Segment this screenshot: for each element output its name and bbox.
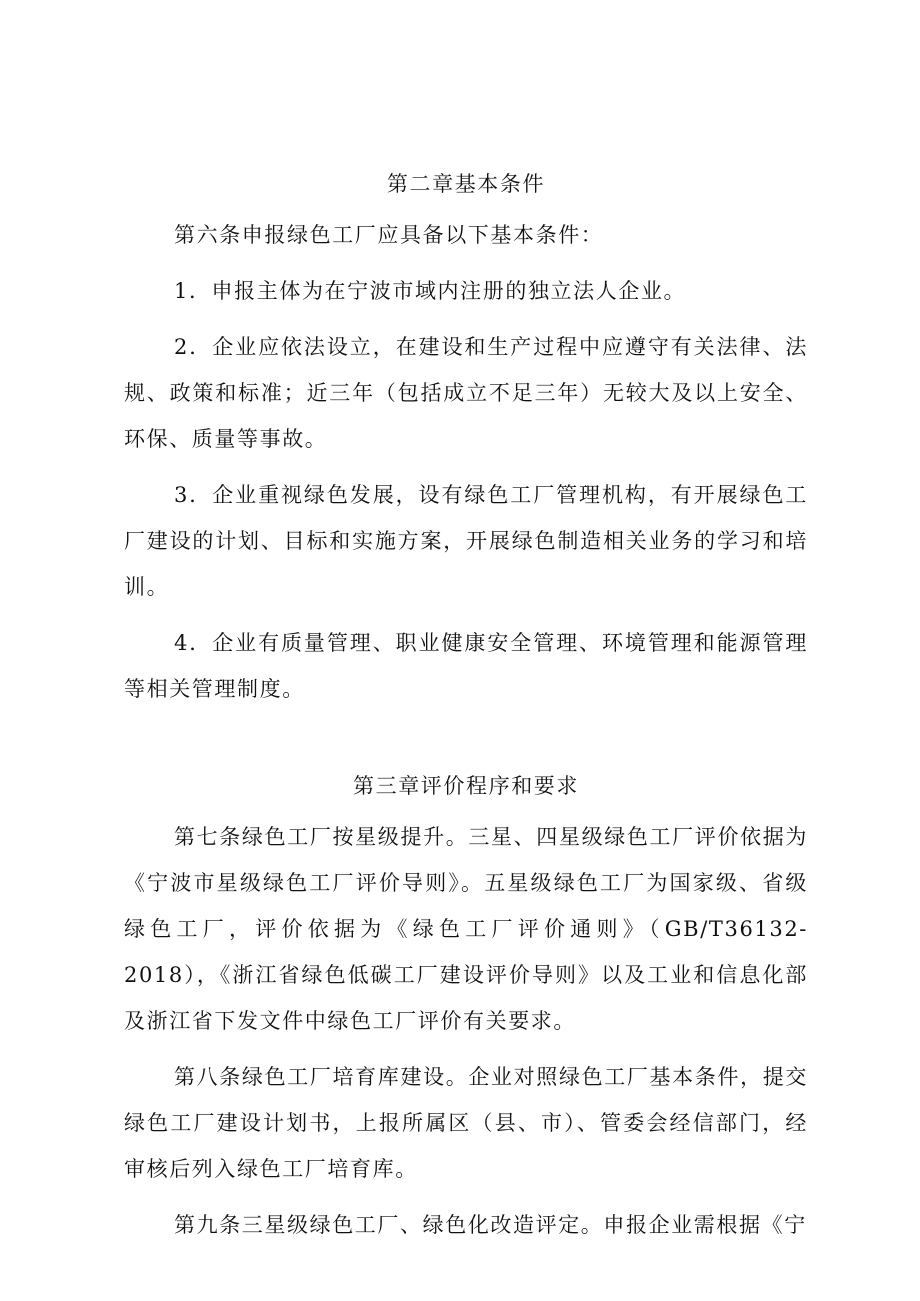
article-6-paragraph: 第六条申报绿色工厂应具备以下基本条件： xyxy=(174,223,604,247)
chapter-2-section xyxy=(124,166,808,712)
document-body xyxy=(124,166,808,1258)
article-7-paragraph: 第七条绿色工厂按星级提升。三星、四星级绿色工厂评价依据为《宁波市星级绿色工厂评价导则》。五星级绿色工厂为国家级、省级绿色工厂，评价依据为《绿色工厂评价通则》（GB/T36132-2018），《浙江省绿色低碳工厂建设评价导则》以及工业和信息化部及浙江省下发文件中绿色工厂评价有关要求。 xyxy=(124,825,808,1033)
condition-1-paragraph: 1．申报主体为在宁波市域内注册的独立法人企业。 xyxy=(174,279,687,303)
condition-3-paragraph: 3．企业重视绿色发展，设有绿色工厂管理机构，有开展绿色工厂建设的计划、目标和实施方案，开展绿色制造相关业务的学习和培训。 xyxy=(124,483,808,599)
chapter-2-title: 第二章基本条件 xyxy=(386,172,546,196)
chapter-3-title: 第三章评价程序和要求 xyxy=(353,774,579,798)
condition-4-paragraph: 4．企业有质量管理、职业健康安全管理、环境管理和能源管理等相关管理制度。 xyxy=(124,631,808,701)
condition-2-paragraph: 2．企业应依法设立，在建设和生产过程中应遵守有关法律、法规、政策和标准；近三年（包括成立不足三年）无较大及以上安全、环保、质量等事故。 xyxy=(124,335,808,451)
article-8-paragraph: 第八条绿色工厂培育库建设。企业对照绿色工厂基本条件，提交绿色工厂建设计划书，上报所属区（县、市）、管委会经信部门，经审核后列入绿色工厂培育库。 xyxy=(124,1065,808,1181)
article-9-paragraph: 第九条三星级绿色工厂、绿色化改造评定。申报企业需根据《宁 xyxy=(174,1213,807,1237)
chapter-3-section xyxy=(124,768,808,1248)
